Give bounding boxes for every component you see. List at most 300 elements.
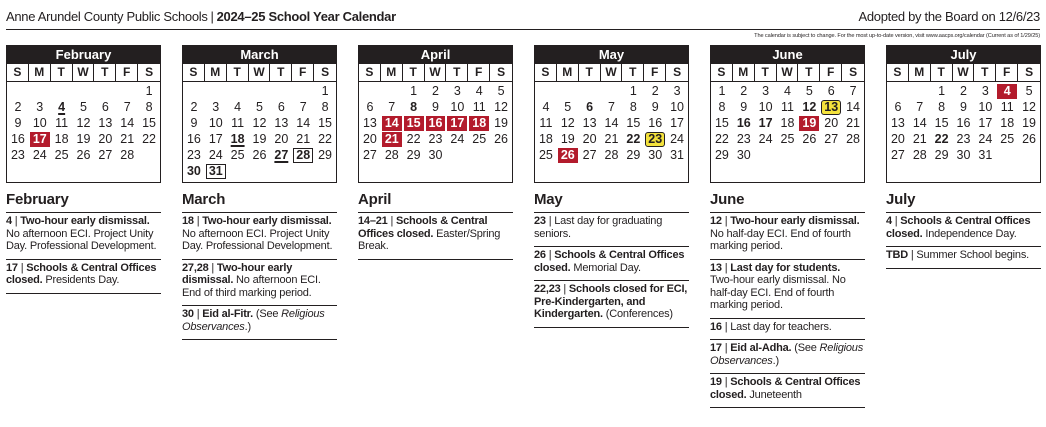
calendar-month-title: April: [359, 46, 512, 64]
weekday-label: S: [535, 64, 557, 81]
empty-day-cell: [228, 84, 248, 99]
day-cell[interactable]: 4: [784, 84, 791, 98]
day-cell[interactable]: 4: [997, 84, 1017, 99]
weekday-label: T: [94, 64, 116, 81]
day-cell[interactable]: 7: [849, 84, 857, 98]
weekday-label: W: [249, 64, 271, 81]
event-text: Memorial Day.: [570, 261, 641, 274]
month-heading: June: [710, 191, 745, 208]
event-entry: 14–21 | Schools & Central Offices closed. Easter/Spring Break.: [358, 212, 513, 260]
day-cell[interactable]: 16: [426, 116, 446, 131]
day-cell[interactable]: 9: [651, 100, 659, 114]
day-cell[interactable]: 28: [604, 148, 619, 162]
day-cell[interactable]: 31: [670, 148, 685, 162]
adopted-date: Adopted by the Board on 12/6/23: [858, 9, 1040, 24]
event-entry: 23 | Last day for graduating seniors.: [534, 212, 689, 246]
day-cell[interactable]: 2: [740, 84, 748, 98]
day-cell[interactable]: 26: [1022, 132, 1037, 146]
day-cell[interactable]: 8: [938, 100, 946, 114]
day-cell[interactable]: 11: [1000, 100, 1014, 114]
day-cell[interactable]: 22: [934, 132, 949, 146]
weekday-label: F: [820, 64, 842, 81]
day-cell[interactable]: 16: [10, 132, 25, 146]
day-cell[interactable]: 8: [718, 100, 726, 114]
day-cell[interactable]: 29: [714, 148, 729, 162]
event-date: 4: [886, 215, 892, 227]
event-text: Schools & Central Offices closed.: [534, 249, 685, 274]
day-cell[interactable]: 23: [736, 132, 751, 146]
event-date: 22,23: [534, 283, 561, 295]
event-text: Schools & Central Offices closed.: [358, 215, 488, 240]
day-cell[interactable]: 3: [673, 84, 681, 98]
weekday-label: T: [270, 64, 292, 81]
day-cell[interactable]: 15: [142, 116, 157, 130]
day-cell[interactable]: 13: [821, 100, 841, 115]
event-text: Last day for students.: [730, 261, 841, 274]
event-entry: 4 | Schools & Central Offices closed. Independence Day.: [886, 212, 1041, 246]
day-cell[interactable]: 9: [432, 100, 439, 114]
month-column-may: [534, 45, 689, 328]
event-text: Two-hour early dismissal.: [182, 261, 293, 286]
weekday-header: [535, 64, 688, 82]
day-cell[interactable]: 22: [318, 132, 333, 146]
day-cell[interactable]: 2: [651, 84, 659, 98]
event-entry: 19 | Schools & Central Offices closed. Juneteenth: [710, 373, 865, 408]
event-text: Two-hour early dismissal.: [202, 215, 332, 227]
event-entry: 16 | Last day for teachers.: [710, 318, 865, 340]
day-cell[interactable]: 5: [256, 100, 263, 114]
day-cell[interactable]: 10: [758, 100, 773, 114]
day-cell[interactable]: 19: [560, 132, 575, 146]
day-cell[interactable]: 12: [494, 100, 509, 114]
day-cell[interactable]: 2: [960, 84, 967, 98]
weekday-label: F: [644, 64, 666, 81]
day-cell[interactable]: 27: [98, 148, 113, 162]
day-cell[interactable]: 18: [230, 132, 245, 146]
day-cell[interactable]: 18: [1000, 116, 1015, 130]
day-cell[interactable]: 13: [274, 116, 289, 130]
document-title: [6, 9, 396, 24]
calendar-april: [358, 45, 513, 183]
calendar-june: [710, 45, 865, 183]
day-cell[interactable]: 17: [30, 132, 50, 147]
day-cell[interactable]: 24: [758, 132, 773, 146]
day-cell[interactable]: 25: [54, 148, 69, 162]
empty-day-cell: [293, 164, 313, 179]
day-cell[interactable]: 11: [231, 116, 245, 130]
event-entry: TBD | Summer School begins.: [886, 246, 1041, 269]
day-cell[interactable]: 11: [781, 100, 794, 114]
day-cell[interactable]: 7: [388, 100, 396, 114]
day-cell[interactable]: 16: [648, 116, 663, 130]
day-cell[interactable]: 6: [827, 84, 835, 98]
day-cell[interactable]: 15: [318, 116, 333, 130]
day-cell[interactable]: 27: [824, 132, 839, 146]
empty-day-cell: [206, 84, 226, 99]
day-cell[interactable]: 22: [406, 132, 421, 146]
day-cell[interactable]: 30: [648, 148, 663, 162]
day-cell[interactable]: 29: [406, 148, 421, 162]
day-cell[interactable]: 4: [475, 84, 483, 98]
day-cell[interactable]: 20: [274, 132, 289, 146]
day-cell[interactable]: 11: [472, 100, 486, 114]
day-cell[interactable]: 14: [296, 116, 311, 130]
day-cell[interactable]: 1: [410, 84, 418, 98]
event-text: .): [772, 354, 779, 367]
day-cell[interactable]: 18: [780, 116, 795, 130]
day-cell[interactable]: 15: [404, 116, 424, 131]
day-cell[interactable]: 3: [212, 100, 220, 114]
day-cell[interactable]: 30: [956, 148, 971, 162]
day-cell[interactable]: 19: [799, 116, 819, 131]
month-column-july: [886, 45, 1041, 269]
day-cell[interactable]: 23: [645, 132, 665, 147]
day-cell[interactable]: 16: [186, 132, 201, 146]
calendar-month-title: March: [183, 46, 336, 64]
event-text: Schools closed for ECI, Pre-Kindergarten, and Kindergarten.: [534, 283, 688, 320]
empty-day-cell: [580, 84, 600, 99]
day-cell[interactable]: 13: [98, 116, 113, 130]
day-cell[interactable]: 16: [956, 116, 971, 130]
day-cell[interactable]: 5: [80, 100, 87, 114]
day-cell[interactable]: 7: [299, 100, 307, 114]
calendar-title: 2024–25 School Year Calendar: [216, 9, 396, 24]
day-cell[interactable]: 31: [978, 148, 993, 162]
month-column-march: [182, 45, 337, 340]
day-cell[interactable]: 29: [318, 148, 333, 162]
weekday-label: M: [205, 64, 227, 81]
event-date: 27,28: [182, 261, 209, 274]
weekday-label: F: [996, 64, 1018, 81]
event-date: 30: [182, 308, 194, 320]
day-cell[interactable]: 30: [186, 164, 201, 178]
weekday-label: M: [29, 64, 51, 81]
org-name: Anne Arundel County Public Schools: [6, 9, 208, 24]
weekday-label: W: [73, 64, 95, 81]
empty-day-cell: [293, 84, 313, 99]
day-cell[interactable]: 21: [296, 132, 311, 146]
event-text: .): [244, 320, 251, 333]
day-cell[interactable]: 24: [978, 132, 993, 146]
day-cell[interactable]: 12: [560, 116, 575, 130]
day-cell[interactable]: 7: [123, 100, 131, 114]
event-entry: 17 | Schools & Central Offices closed. Presidents Day.: [6, 259, 161, 294]
empty-day-cell: [8, 84, 28, 99]
day-cell[interactable]: 12: [802, 100, 817, 114]
day-cell[interactable]: 10: [208, 116, 223, 130]
day-cell[interactable]: 10: [32, 116, 47, 130]
day-cell[interactable]: 18: [54, 132, 69, 146]
day-cell[interactable]: 15: [934, 116, 949, 130]
day-cell[interactable]: 15: [714, 116, 729, 130]
event-text: Two-hour early dismissal.: [730, 215, 860, 227]
empty-day-cell: [360, 84, 380, 99]
weekday-label: F: [468, 64, 490, 81]
day-cell[interactable]: 27: [582, 148, 597, 162]
day-cell[interactable]: 9: [960, 100, 967, 114]
day-cell[interactable]: 17: [758, 116, 773, 130]
day-cell[interactable]: 23: [186, 148, 201, 162]
day-cell[interactable]: 11: [539, 116, 553, 130]
day-cell[interactable]: 4: [542, 100, 550, 114]
day-cell[interactable]: 18: [538, 132, 553, 146]
day-cell[interactable]: 16: [736, 116, 751, 130]
day-cell[interactable]: 3: [36, 100, 44, 114]
event-text: Religious Observances: [182, 308, 325, 333]
empty-day-cell: [602, 84, 622, 99]
month-column-june: [710, 45, 865, 408]
event-text: Religious Observances: [710, 342, 863, 367]
day-cell[interactable]: 21: [120, 132, 135, 146]
day-cell[interactable]: 14: [846, 100, 861, 114]
day-cell[interactable]: 8: [410, 100, 418, 114]
day-cell[interactable]: 6: [277, 100, 285, 114]
day-cell[interactable]: 19: [494, 116, 509, 130]
day-cell[interactable]: 19: [76, 132, 91, 146]
weekday-header: [887, 64, 1040, 82]
empty-day-cell: [95, 84, 115, 99]
weekday-label: M: [733, 64, 755, 81]
day-cell[interactable]: 3: [762, 84, 770, 98]
day-cell[interactable]: 21: [604, 132, 619, 146]
day-cell[interactable]: 2: [432, 84, 439, 98]
day-cell[interactable]: 14: [604, 116, 619, 130]
day-cell[interactable]: 31: [206, 164, 226, 179]
month-heading: February: [6, 191, 69, 208]
day-cell[interactable]: 29: [934, 148, 949, 162]
event-text: Presidents Day.: [42, 274, 120, 286]
day-cell[interactable]: 6: [101, 100, 109, 114]
day-cell[interactable]: 10: [978, 100, 993, 114]
day-cell[interactable]: 12: [252, 116, 267, 130]
day-cell[interactable]: 21: [846, 116, 861, 130]
day-cell[interactable]: 7: [916, 100, 924, 114]
event-entry: 30 | Eid al-Fitr. (See Religious Observances.): [182, 305, 337, 340]
day-cell[interactable]: 24: [208, 148, 223, 162]
day-cell[interactable]: 20: [362, 132, 377, 146]
event-entry: 27,28 | Two-hour early dismissal. No afternoon ECI. End of third marking period.: [182, 259, 337, 306]
day-cell[interactable]: 18: [469, 116, 489, 131]
event-entry: 4 | Two-hour early dismissal. No afternoon ECI. Project Unity Day. Professional Development.: [6, 212, 161, 259]
day-cell[interactable]: 5: [564, 100, 572, 114]
weekday-label: M: [909, 64, 931, 81]
event-text: Juneteenth: [746, 388, 802, 401]
day-cell[interactable]: 12: [76, 116, 91, 130]
event-list: [6, 212, 161, 294]
day-cell[interactable]: 5: [497, 84, 505, 98]
day-cell[interactable]: 1: [321, 84, 329, 98]
day-cell[interactable]: 28: [120, 148, 135, 162]
empty-day-cell: [910, 84, 930, 99]
event-text: Schools & Central Offices closed.: [6, 261, 157, 286]
day-cell[interactable]: 28: [384, 148, 399, 162]
day-cell[interactable]: 2: [14, 100, 22, 114]
day-cell[interactable]: 23: [428, 132, 443, 146]
day-cell[interactable]: 2: [190, 100, 198, 114]
weekday-label: W: [425, 64, 447, 81]
day-cell[interactable]: 7: [608, 100, 615, 114]
weekday-label: T: [755, 64, 777, 81]
month-heading: April: [358, 191, 392, 208]
day-cell[interactable]: 8: [629, 100, 637, 114]
weekday-label: S: [711, 64, 733, 81]
day-cell[interactable]: 29: [626, 148, 641, 162]
day-cell[interactable]: 14: [120, 116, 135, 130]
weekday-label: W: [601, 64, 623, 81]
day-cell[interactable]: 6: [894, 100, 902, 114]
day-cell[interactable]: 28: [846, 132, 861, 146]
weekday-label: S: [497, 65, 506, 79]
day-cell[interactable]: 20: [824, 116, 839, 130]
day-cell[interactable]: 9: [740, 100, 748, 114]
day-cell[interactable]: 6: [366, 100, 374, 114]
day-cell[interactable]: 10: [670, 100, 685, 114]
event-text: Last day for graduating seniors.: [534, 215, 663, 240]
day-cell[interactable]: 11: [55, 116, 69, 130]
day-cell[interactable]: 19: [252, 132, 267, 146]
day-cell[interactable]: 17: [670, 116, 685, 130]
day-cell[interactable]: 17: [208, 132, 223, 146]
day-grid: [711, 82, 864, 164]
calendar-july: [886, 45, 1041, 183]
day-cell[interactable]: 27: [362, 148, 377, 162]
day-cell[interactable]: 22: [626, 132, 641, 146]
weekday-label: S: [183, 64, 205, 81]
day-cell[interactable]: 24: [32, 148, 47, 162]
day-cell[interactable]: 1: [938, 84, 946, 98]
day-cell[interactable]: 1: [629, 84, 637, 98]
day-cell[interactable]: 14: [382, 116, 402, 131]
day-cell[interactable]: 26: [558, 148, 578, 163]
empty-day-cell: [778, 148, 798, 163]
day-cell[interactable]: 5: [805, 84, 813, 98]
day-cell[interactable]: 20: [890, 132, 905, 146]
event-text: (Conferences): [602, 308, 673, 320]
day-cell[interactable]: 28: [293, 148, 313, 163]
empty-day-cell: [117, 84, 137, 99]
day-cell[interactable]: 24: [450, 132, 465, 146]
month-heading: May: [534, 191, 563, 208]
day-cell[interactable]: 30: [736, 148, 751, 162]
event-text: Eid al-Adha.: [730, 342, 792, 354]
day-cell[interactable]: 25: [472, 132, 487, 146]
day-cell[interactable]: 9: [190, 116, 198, 130]
day-grid: [359, 82, 512, 164]
day-cell[interactable]: 23: [956, 132, 971, 146]
day-cell[interactable]: 22: [142, 132, 157, 146]
empty-day-cell: [447, 148, 467, 163]
event-date: 4: [6, 215, 12, 227]
day-cell[interactable]: 13: [362, 116, 377, 130]
day-cell[interactable]: 14: [912, 116, 927, 130]
event-entry: 13 | Last day for students. Two-hour early dismissal. No half-day ECI. End of fourth marking period.: [710, 259, 865, 318]
day-cell[interactable]: 28: [912, 148, 927, 162]
day-cell[interactable]: 27: [890, 148, 905, 162]
event-text: Schools & Central Offices closed.: [710, 376, 861, 401]
event-entry: 26 | Schools & Central Offices closed. Memorial Day.: [534, 246, 689, 280]
day-cell[interactable]: 17: [978, 116, 993, 130]
day-cell[interactable]: 25: [780, 132, 795, 146]
month-column-april: [358, 45, 513, 260]
day-cell[interactable]: 25: [230, 148, 245, 162]
weekday-label: W: [777, 64, 799, 81]
weekday-header: [711, 64, 864, 82]
day-cell[interactable]: 24: [670, 132, 685, 146]
day-cell[interactable]: 6: [586, 100, 594, 114]
empty-day-cell: [139, 148, 159, 163]
day-cell[interactable]: 26: [494, 132, 509, 146]
calendar-month-title: June: [711, 46, 864, 64]
day-cell[interactable]: 19: [1022, 116, 1037, 130]
day-cell[interactable]: 26: [76, 148, 91, 162]
day-cell[interactable]: 15: [626, 116, 641, 130]
day-cell[interactable]: 10: [450, 100, 465, 114]
day-cell[interactable]: 13: [582, 116, 597, 130]
calendar-month-title: February: [7, 46, 160, 64]
event-date: 14–21: [358, 215, 388, 227]
day-cell[interactable]: 25: [1000, 132, 1015, 146]
event-entry: 22,23 | Schools closed for ECI, Pre-Kindergarten, and Kindergarten. (Conferences): [534, 280, 689, 328]
calendar-month-title: July: [887, 46, 1040, 64]
event-text: No afternoon ECI. Project Unity Day. Professional Development.: [182, 227, 333, 252]
day-cell[interactable]: 13: [890, 116, 905, 130]
day-cell[interactable]: 8: [321, 100, 329, 114]
calendar-note: The calendar is subject to change. For the most up-to-date version, visit www.aacps.org/calendar (Current as of 1/29/25): [754, 33, 1040, 39]
day-cell[interactable]: 30: [428, 148, 443, 162]
day-cell[interactable]: 17: [447, 116, 467, 131]
weekday-label: S: [1025, 65, 1034, 79]
day-cell[interactable]: 1: [718, 84, 726, 98]
weekday-label: S: [887, 64, 909, 81]
empty-day-cell: [756, 148, 776, 163]
day-cell[interactable]: 20: [98, 132, 113, 146]
day-cell[interactable]: 3: [981, 84, 989, 98]
day-cell[interactable]: 5: [1025, 84, 1033, 98]
day-cell[interactable]: 12: [1022, 100, 1037, 114]
day-cell[interactable]: 4: [234, 100, 242, 114]
day-cell[interactable]: 21: [382, 132, 402, 147]
day-cell[interactable]: 26: [802, 132, 817, 146]
day-cell[interactable]: 22: [714, 132, 729, 146]
day-cell[interactable]: 27: [274, 148, 289, 162]
empty-day-cell: [536, 84, 556, 99]
event-list: [534, 212, 689, 328]
empty-day-cell: [52, 84, 72, 99]
calendar-march: [182, 45, 337, 183]
empty-day-cell: [228, 164, 248, 179]
day-cell[interactable]: 4: [58, 100, 66, 114]
day-cell[interactable]: 1: [145, 84, 153, 98]
day-cell[interactable]: 9: [14, 116, 22, 130]
day-cell[interactable]: 3: [453, 84, 461, 98]
empty-day-cell: [271, 84, 291, 99]
day-cell[interactable]: 23: [10, 148, 25, 162]
weekday-label: S: [849, 65, 858, 79]
day-cell[interactable]: 21: [912, 132, 927, 146]
day-cell[interactable]: 26: [252, 148, 267, 162]
event-date: 13: [710, 261, 722, 274]
event-entry: 17 | Eid al-Adha. (See Religious Observances.): [710, 339, 865, 373]
event-text: No afternoon ECI. Project Unity Day. Professional Development.: [6, 227, 157, 252]
day-cell[interactable]: 25: [538, 148, 553, 162]
day-cell[interactable]: 8: [145, 100, 153, 114]
day-grid: [535, 82, 688, 164]
day-cell[interactable]: 20: [582, 132, 597, 146]
empty-day-cell: [382, 84, 402, 99]
event-entry: 18 | Two-hour early dismissal. No afternoon ECI. Project Unity Day. Professional Development.: [182, 212, 337, 259]
empty-day-cell: [250, 164, 270, 179]
event-date: TBD: [886, 249, 909, 261]
